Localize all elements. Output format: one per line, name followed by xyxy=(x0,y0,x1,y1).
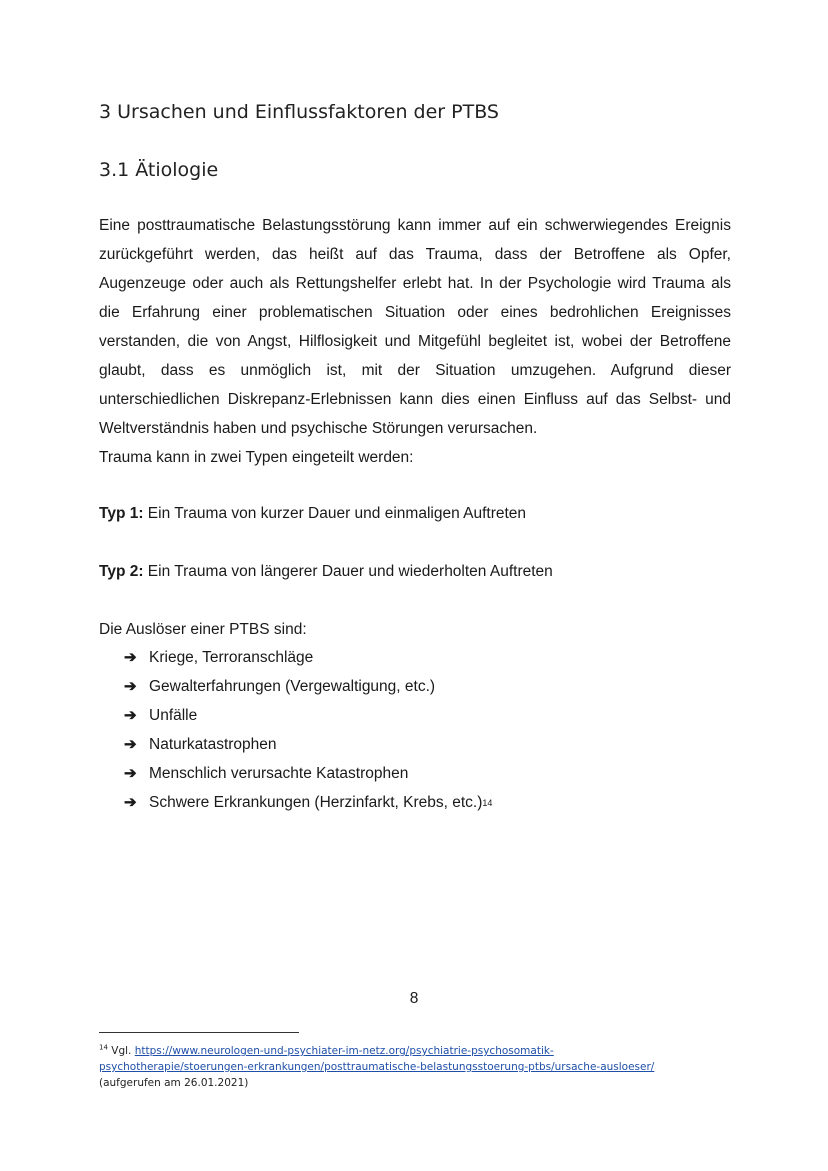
arrow-right-icon: ➔ xyxy=(124,765,137,782)
triggers-intro: Die Auslöser einer PTBS sind: xyxy=(99,621,307,638)
footnote xyxy=(99,1043,739,1091)
footnote-accessed-date: (aufgerufen am 26.01.2021) xyxy=(99,1077,249,1089)
triggers-list xyxy=(124,643,492,817)
type-2-label: Typ 2: xyxy=(99,563,144,580)
type-1 xyxy=(99,499,526,528)
arrow-right-icon: ➔ xyxy=(124,707,137,724)
list-item xyxy=(124,701,492,730)
type-1-label: Typ 1: xyxy=(99,505,144,522)
type-2-text: Ein Trauma von längerer Dauer und wiederholten Auftreten xyxy=(143,563,553,580)
list-item-text: Gewalterfahrungen (Vergewaltigung, etc.) xyxy=(149,678,436,695)
section-heading: 3.1 Ätiologie xyxy=(99,159,219,181)
list-item xyxy=(124,730,492,759)
list-item xyxy=(124,759,492,788)
list-item: ➔ Schwere Erkrankungen (Herzinfarkt, Krebs, etc.) 14 xyxy=(124,788,492,817)
list-item-text: Menschlich verursachte Katastrophen xyxy=(149,765,409,782)
arrow-right-icon: ➔ xyxy=(124,649,137,666)
types-intro: Trauma kann in zwei Typen eingeteilt werden: xyxy=(99,449,414,466)
type-2 xyxy=(99,557,553,586)
list-item-text: Naturkatastrophen xyxy=(149,736,277,753)
arrow-right-icon: ➔ xyxy=(124,678,137,695)
arrow-right-icon: ➔ xyxy=(124,736,137,753)
list-item-text: Unfälle xyxy=(149,707,198,724)
body-paragraph: Eine posttraumatische Belastungsstörung kann immer auf ein schwerwiegendes Ereignis zurückgeführt werden, das heißt auf das Trauma, dass der Betroffene als Opfer, Augenzeuge oder auch als Rettungshelfer erlebt hat. In der Psychologie wird Trauma als die Erfahrung einer problematischen Situation oder eines bedrohlichen Ereignisses verstanden, die von Angst, Hilflosigkeit und Mitgefühl begleitet ist, wobei der Betroffene glaubt, dass es unmöglich ist, mit der Situation umzugehen. Aufgrund dieser unterschiedlichen Diskrepanz-Erlebnissen kann dies einen Einfluss auf das Selbst- und Weltverständnis haben und psychische Störungen verursachen. xyxy=(99,217,731,437)
footnote-link[interactable] xyxy=(99,1045,654,1073)
arrow-right-icon: ➔ xyxy=(124,794,137,811)
chapter-heading: 3 Ursachen und Einflussfaktoren der PTBS xyxy=(99,101,499,123)
list-item xyxy=(124,672,492,701)
footnote-prefix: Vgl. xyxy=(107,1045,135,1057)
list-item-text: Schwere Erkrankungen (Herzinfarkt, Krebs, etc.) xyxy=(149,794,483,811)
list-item-text: Kriege, Terroranschläge xyxy=(149,649,314,666)
page-number: 8 xyxy=(409,990,419,1007)
type-1-text: Ein Trauma von kurzer Dauer und einmaligen Auftreten xyxy=(143,505,527,522)
list-item xyxy=(124,643,492,672)
footnote-number: 14 xyxy=(99,1043,108,1052)
footnote-separator xyxy=(99,1032,299,1033)
footnote-link-line-2[interactable]: psychotherapie/stoerungen-erkrankungen/posttraumatische-belastungsstoerung-ptbs/ursache-ausloeser/ xyxy=(99,1061,655,1073)
footnote-link-line-1[interactable]: https://www.neurologen-und-psychiater-im-netz.org/psychiatrie-psychosomatik- xyxy=(134,1045,554,1057)
